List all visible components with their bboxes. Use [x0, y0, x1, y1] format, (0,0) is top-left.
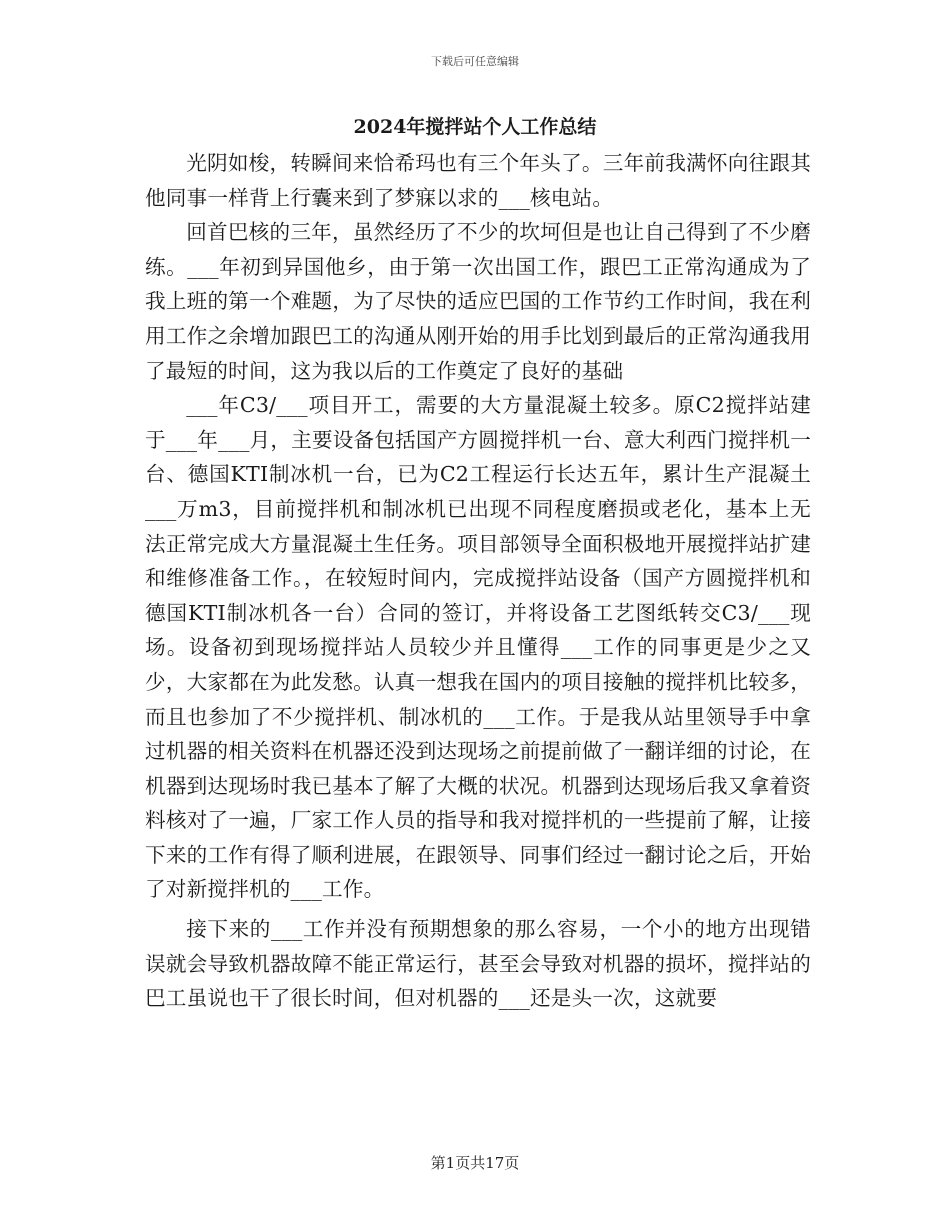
- header-note: 下载后可任意编辑: [431, 55, 519, 68]
- paragraph-review: 回首巴核的三年，虽然经历了不少的坎坷但是也让自己得到了不少磨练。___年初到异国他乡，由于第一次出国工作，跟巴工正常沟通成为了我上班的第一个难题，为了尽快的适应巴国的工作节约工作时间，我在利用工作之余增加跟巴工的沟通从刚开始的用手比划到最后的正常沟通我用了最短的时间，这为我以后的工作奠定了良好的基础: [145, 220, 811, 383]
- paragraph-installation: 接下来的___工作并没有预期想象的那么容易，一个小的地方出现错误就会导致机器故障不能正常运行，甚至会导致对机器的损坏，搅拌站的巴工虽说也干了很长时间，但对机器的___还是头一次，这就要: [145, 917, 811, 1011]
- document-title: 2024年搅拌站个人工作总结: [353, 116, 597, 138]
- page-number: 第1页共17页: [430, 1154, 520, 1172]
- document-body: [145, 146, 811, 1016]
- paragraph-project: ___年C3/___项目开工，需要的大方量混凝土较多。原C2搅拌站建于___年___月，主要设备包括国产方圆搅拌机一台、意大利西门搅拌机一台、德国KTI制冰机一台，已为C2工程运行长达五年，累计生产混凝土___万m3，目前搅拌机和制冰机已出现不同程度磨损或老化，基本上无法正常完成大方量混凝土生任务。项目部领导全面积极地开展搅拌站扩建和维修准备工作。，在较短时间内，完成搅拌站设备（国产方圆搅拌机和德国KTI制冰机各一台）合同的签订，并将设备工艺图纸转交C3/___现场。设备初到现场搅拌站人员较少并且懂得___工作的同事更是少之又少，大家都在为此发愁。认真一想我在国内的项目接触的搅拌机比较多，而且也参加了不少搅拌机、制冰机的___工作。于是我从站里领导手中拿过机器的相关资料在机器还没到达现场之前提前做了一翻详细的讨论，在机器到达现场时我已基本了解了大概的状况。机器到达现场后我又拿着资料核对了一遍，厂家工作人员的指导和我对搅拌机的一些提前了解，让接下来的工作有得了顺利进展，在跟领导、同事们经过一翻讨论之后，开始了对新搅拌机的___工作。: [145, 393, 811, 902]
- paragraph-intro: 光阴如梭，转瞬间来恰希玛也有三个年头了。三年前我满怀向往跟其他同事一样背上行囊来到了梦寐以求的___核电站。: [145, 151, 811, 210]
